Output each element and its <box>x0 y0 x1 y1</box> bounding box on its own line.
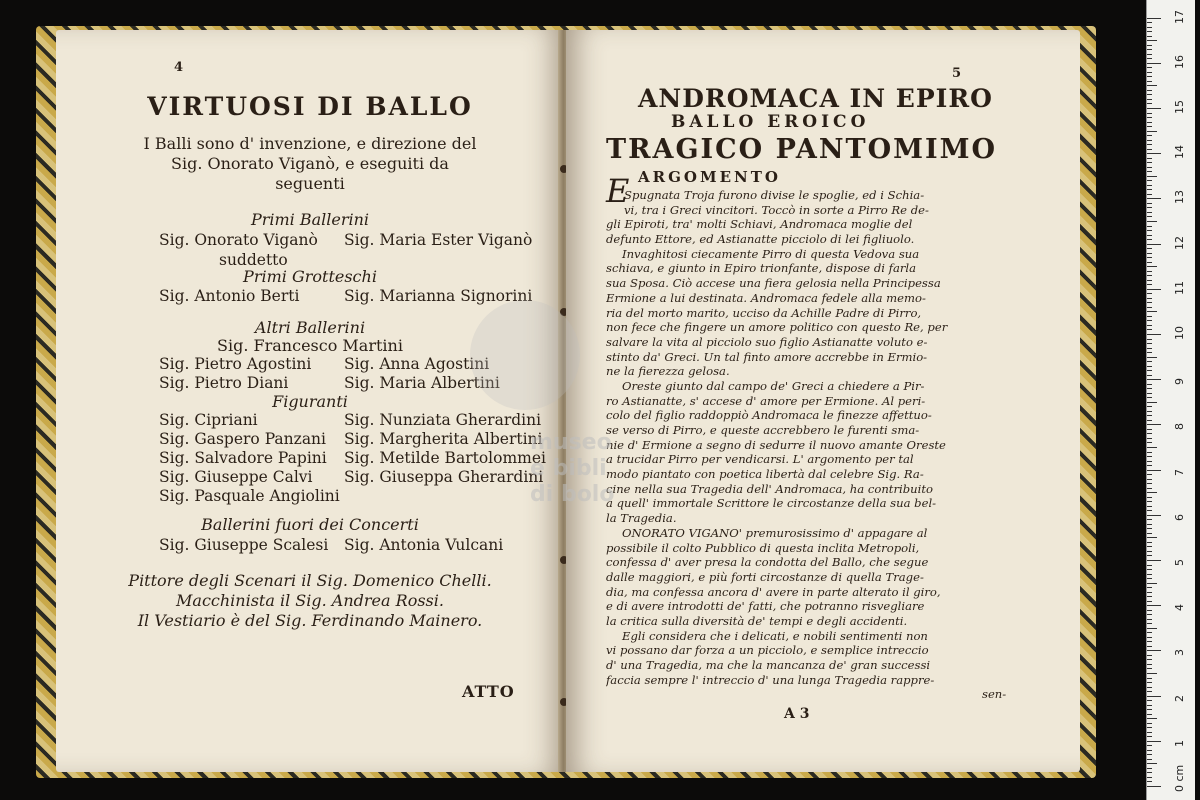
cast-name: Sig. Metilde Bartolommei <box>344 449 546 467</box>
ruler-cm-tick <box>1147 424 1161 425</box>
ruler-mm-tick <box>1147 162 1152 163</box>
text-line: schiava, e giunto in Epiro trionfante, dispose di farla <box>606 261 917 276</box>
ruler-mm-tick <box>1147 777 1152 778</box>
ruler-mm-tick <box>1147 49 1152 50</box>
ruler-mm-tick <box>1147 176 1157 177</box>
ruler-mm-tick <box>1147 551 1152 552</box>
ruler-label: 3 <box>1173 649 1186 657</box>
ruler-mm-tick <box>1147 709 1152 710</box>
text-line: a trucidar Pirro per vendicarsi. L' argomento per tal <box>606 452 914 467</box>
ruler-mm-tick <box>1147 235 1152 236</box>
ruler-mm-tick <box>1147 465 1152 466</box>
ruler-mm-tick <box>1147 22 1152 23</box>
ruler-label: 10 <box>1173 326 1186 340</box>
ruler-mm-tick <box>1147 207 1152 208</box>
ruler-mm-tick <box>1147 614 1152 615</box>
ruler-label: 9 <box>1173 378 1186 386</box>
cast-name: Sig. Pasquale Angiolini <box>159 487 340 505</box>
ballet-genre: TRAGICO PANTOMIMO <box>606 134 998 165</box>
text-line: Oreste giunto dal campo de' Greci a chiedere a Pir- <box>622 378 925 393</box>
ruler-mm-tick <box>1147 370 1152 371</box>
ruler-mm-tick <box>1147 126 1152 127</box>
text-line: Invaghitosi ciecamente Pirro di questa Vedova sua <box>622 246 920 261</box>
ruler-mm-tick <box>1147 723 1152 724</box>
ruler-mm-tick <box>1147 461 1152 462</box>
ruler-mm-tick <box>1147 212 1152 213</box>
cast-name: Sig. Marianna Signorini <box>344 287 533 305</box>
ruler-mm-tick <box>1147 81 1152 82</box>
ruler-mm-tick <box>1147 415 1152 416</box>
ruler-cm-tick <box>1147 244 1161 245</box>
ruler-mm-tick <box>1147 718 1157 719</box>
ruler-mm-tick <box>1147 506 1152 507</box>
cast-name: Sig. Pietro Agostini <box>159 355 312 373</box>
ruler-mm-tick <box>1147 158 1152 159</box>
ruler-mm-tick <box>1147 135 1152 136</box>
left-page-heading: VIRTUOSI DI BALLO <box>147 92 473 121</box>
ruler-cm-tick <box>1147 696 1161 697</box>
ruler-cm-tick <box>1147 108 1161 109</box>
ruler-cm-tick <box>1147 515 1161 516</box>
ruler-mm-tick <box>1147 275 1152 276</box>
ruler-mm-tick <box>1147 40 1157 41</box>
ruler-mm-tick <box>1147 203 1152 204</box>
ruler-mm-tick <box>1147 655 1152 656</box>
ruler-mm-tick <box>1147 339 1152 340</box>
ruler-mm-tick <box>1147 230 1152 231</box>
ruler-mm-tick <box>1147 542 1152 543</box>
ruler-mm-tick <box>1147 325 1152 326</box>
ruler-cm-tick <box>1147 605 1161 606</box>
ruler-mm-tick <box>1147 781 1152 782</box>
text-line: ro Astianatte, s' accese d' amore per Ermione. Al peri- <box>606 393 926 408</box>
ruler-mm-tick <box>1147 397 1152 398</box>
cast-name: Sig. Gaspero Panzani <box>159 430 326 448</box>
ruler-label: 17 <box>1173 9 1186 24</box>
ruler-mm-tick <box>1147 36 1152 37</box>
section-title: Ballerini fuori dei Concerti <box>201 515 419 534</box>
ruler-mm-tick <box>1147 194 1152 195</box>
ruler-mm-tick <box>1147 483 1152 484</box>
ruler-mm-tick <box>1147 311 1157 312</box>
text-line: Spugnata Troja furono divise le spoglie, ed i Schia- <box>624 188 925 202</box>
ruler-mm-tick <box>1147 555 1152 556</box>
ruler-label: 16 <box>1173 54 1186 69</box>
ruler-label: 11 <box>1173 280 1186 295</box>
cast-name: Sig. Anna Agostini <box>344 355 490 373</box>
cast-row <box>159 230 533 250</box>
ruler-mm-tick <box>1147 433 1152 434</box>
text-line: non fece che fingere un amore politico con questo Re, per <box>606 320 948 335</box>
ruler-mm-tick <box>1147 442 1152 443</box>
text-line: confessa d' aver presa la condotta del Ballo, che segue <box>606 555 929 570</box>
ruler-mm-tick <box>1147 497 1152 498</box>
drop-cap: E <box>606 172 630 210</box>
ruler-cm-tick <box>1147 379 1161 380</box>
ruler-mm-tick <box>1147 596 1152 597</box>
ruler-mm-tick <box>1147 99 1152 100</box>
ruler-mm-tick <box>1147 253 1152 254</box>
ruler-mm-tick <box>1147 248 1152 249</box>
ruler-mm-tick <box>1147 27 1152 28</box>
ruler-mm-tick <box>1147 167 1152 168</box>
ruler-mm-tick <box>1147 180 1152 181</box>
ruler-mm-tick <box>1147 266 1157 267</box>
ruler-mm-tick <box>1147 329 1152 330</box>
ruler-mm-tick <box>1147 587 1152 588</box>
ruler-mm-tick <box>1147 474 1152 475</box>
ruler-mm-tick <box>1147 763 1157 764</box>
text-line: sen- <box>982 687 1007 702</box>
ruler-mm-tick <box>1147 316 1152 317</box>
ruler-mm-tick <box>1147 601 1152 602</box>
text-line: la critica sulla diversità de' tempi e degli accidenti. <box>606 613 908 628</box>
ruler-mm-tick <box>1147 284 1152 285</box>
ruler-mm-tick <box>1147 759 1152 760</box>
ruler-mm-tick <box>1147 578 1152 579</box>
section-title: Altri Ballerini <box>254 318 366 337</box>
ruler-cm-tick <box>1147 18 1161 19</box>
ruler-mm-tick <box>1147 348 1152 349</box>
ruler-mm-tick <box>1147 492 1157 493</box>
cast-name: Sig. Antonia Vulcani <box>344 536 504 554</box>
ruler-mm-tick <box>1147 343 1152 344</box>
ruler-mm-tick <box>1147 149 1152 150</box>
ruler-mm-tick <box>1147 768 1152 769</box>
section-title: Primi Ballerini <box>250 210 370 229</box>
ruler-mm-tick <box>1147 705 1152 706</box>
ruler-cm-tick <box>1147 153 1161 154</box>
text-line: ne la fierezza gelosa. <box>606 364 730 379</box>
ruler-label: 6 <box>1173 513 1186 521</box>
credit-line: Il Vestiario è del Sig. Ferdinando Mainero. <box>137 611 483 630</box>
ruler-mm-tick <box>1147 592 1152 593</box>
ruler-mm-tick <box>1147 772 1152 773</box>
text-line: ria del morto marito, ucciso da Achille Padre di Pirro, <box>606 305 922 320</box>
ruler-cm-tick <box>1147 560 1161 561</box>
ruler-mm-tick <box>1147 226 1152 227</box>
ruler-mm-tick <box>1147 131 1157 132</box>
ruler-mm-tick <box>1147 510 1152 511</box>
cast-name: Sig. Nunziata Gherardini <box>344 411 542 429</box>
ruler-cm-tick <box>1147 289 1161 290</box>
credit-line: Pittore degli Scenari il Sig. Domenico Chelli. <box>128 571 492 590</box>
ruler-label: 15 <box>1173 100 1186 114</box>
ruler-mm-tick <box>1147 117 1152 118</box>
text-line: stinto da' Greci. Un tal finto amore accrebbe in Ermio- <box>606 349 928 364</box>
ruler-mm-tick <box>1147 456 1152 457</box>
ruler-mm-tick <box>1147 72 1152 73</box>
cast-name: Sig. Cipriani <box>159 411 258 429</box>
cast-name: Sig. Giuseppe Calvi <box>159 468 313 486</box>
ruler-label: 2 <box>1173 694 1186 702</box>
ruler-mm-tick <box>1147 384 1152 385</box>
ruler-mm-tick <box>1147 85 1157 86</box>
ruler-mm-tick <box>1147 691 1152 692</box>
ruler-label: 14 <box>1173 145 1186 160</box>
ruler-mm-tick <box>1147 94 1152 95</box>
ruler-label: 1 <box>1173 739 1186 747</box>
ruler-cm-tick <box>1147 741 1161 742</box>
cast-row <box>159 535 504 555</box>
ruler-mm-tick <box>1147 76 1152 77</box>
cast-row <box>159 410 542 430</box>
left-page-number: 4 <box>174 60 184 75</box>
argument-heading: ARGOMENTO <box>638 168 781 186</box>
watermark-text <box>530 430 614 508</box>
ruler-mm-tick <box>1147 754 1152 755</box>
ruler-mm-tick <box>1147 262 1152 263</box>
ruler-mm-tick <box>1147 113 1152 114</box>
ruler-mm-tick <box>1147 452 1152 453</box>
ruler-mm-tick <box>1147 668 1152 669</box>
text-line: defunto Ettore, ed Astianatte picciolo di lei figliuolo. <box>606 232 915 247</box>
ruler-mm-tick <box>1147 406 1152 407</box>
ruler-mm-tick <box>1147 352 1152 353</box>
ruler-mm-tick <box>1147 293 1152 294</box>
section-title: Figuranti <box>272 392 348 411</box>
ruler-mm-tick <box>1147 298 1152 299</box>
cast-name: Sig. Antonio Berti <box>159 287 300 305</box>
ruler-mm-tick <box>1147 659 1152 660</box>
left-page <box>56 30 564 772</box>
cast-row <box>159 467 544 487</box>
ruler-mm-tick <box>1147 641 1152 642</box>
ruler-mm-tick <box>1147 610 1152 611</box>
ruler-mm-tick <box>1147 302 1152 303</box>
ruler-mm-tick <box>1147 388 1152 389</box>
cast-name: Sig. Onorato Viganò <box>159 231 318 249</box>
text-line: la Tragedia. <box>606 511 677 526</box>
text-line: ONORATO VIGANO' premurosissimo d' appagare al <box>622 525 928 540</box>
ruler-mm-tick <box>1147 528 1152 529</box>
text-line: Egli considera che i delicati, e nobili sentimenti non <box>622 628 928 643</box>
ruler-mm-tick <box>1147 546 1152 547</box>
text-line: salvare la vita al picciolo suo figlio Astianatte voluto e- <box>606 334 928 349</box>
watermark-logo <box>470 300 580 410</box>
right-page-number: 5 <box>952 66 962 81</box>
ruler-mm-tick <box>1147 673 1157 674</box>
cast-row <box>159 486 340 506</box>
ruler-mm-tick <box>1147 750 1152 751</box>
cast-name: Sig. Giuseppa Gherardini <box>344 468 544 486</box>
cast-row <box>159 448 546 468</box>
ruler-mm-tick <box>1147 366 1152 367</box>
ruler-mm-tick <box>1147 122 1152 123</box>
text-line: faccia sempre l' intreccio d' una lunga Tragedia rappre- <box>606 672 935 687</box>
ruler-mm-tick <box>1147 687 1152 688</box>
ruler-mm-tick <box>1147 628 1157 629</box>
watermark-line: e bibli <box>530 456 607 481</box>
credit-line: Macchinista il Sig. Andrea Rossi. <box>176 591 444 610</box>
right-page <box>566 30 1080 772</box>
ruler-mm-tick <box>1147 221 1157 222</box>
ruler-label: 12 <box>1173 235 1186 250</box>
text-line: e di avere introdotti de' fatti, che potranno risvegliare <box>606 599 925 614</box>
ruler-mm-tick <box>1147 632 1152 633</box>
ruler-cm-tick <box>1147 786 1161 787</box>
intro-line-2: Sig. Onorato Viganò, e eseguiti da <box>171 154 449 173</box>
ruler-mm-tick <box>1147 429 1152 430</box>
ruler-mm-tick <box>1147 420 1152 421</box>
text-line: possibile il colto Pubblico di questa inclita Metropoli, <box>606 540 920 555</box>
ruler-mm-tick <box>1147 678 1152 679</box>
argument-text <box>606 188 1036 702</box>
ruler-mm-tick <box>1147 438 1152 439</box>
ruler-label: 4 <box>1173 604 1186 612</box>
ruler-cm-tick <box>1147 63 1161 64</box>
ruler-mm-tick <box>1147 357 1157 358</box>
ruler-mm-tick <box>1147 375 1152 376</box>
watermark-line: museo <box>530 430 612 455</box>
cast-name: Sig. Maria Albertini <box>344 374 500 392</box>
ruler-mm-tick <box>1147 574 1152 575</box>
ruler-mm-tick <box>1147 524 1152 525</box>
text-line: vi, tra i Greci vincitori. Toccò in sorte a Pirro Re de- <box>624 202 929 217</box>
ruler-mm-tick <box>1147 216 1152 217</box>
text-line: vi possano dar forza a un picciolo, e semplice intreccio <box>606 643 929 658</box>
cast-row <box>159 354 490 374</box>
ruler-mm-tick <box>1147 31 1152 32</box>
gathering-signature: A 3 <box>784 706 810 722</box>
ruler-cm-tick <box>1147 650 1161 651</box>
ruler-mm-tick <box>1147 185 1152 186</box>
text-line: dia, ma confessa ancora d' avere in parte alterato il giro, <box>606 584 941 599</box>
ruler-mm-tick <box>1147 447 1157 448</box>
ruler-label: 5 <box>1173 559 1186 566</box>
ruler-label: 7 <box>1173 468 1186 476</box>
ruler-mm-tick <box>1147 171 1152 172</box>
ruler-label: 13 <box>1173 190 1186 205</box>
ruler-cm-tick <box>1147 470 1161 471</box>
text-line: a quell' immortale Scrittore le circostanze della sua bel- <box>606 496 937 511</box>
ruler-mm-tick <box>1147 58 1152 59</box>
text-line: cine nella sua Tragedia dell' Andromaca, ha contribuito <box>606 481 933 496</box>
cast-name-centered: Sig. Francesco Martini <box>217 336 403 355</box>
ruler-mm-tick <box>1147 402 1157 403</box>
ruler-mm-tick <box>1147 646 1152 647</box>
ruler-label: 8 <box>1173 423 1186 431</box>
ruler-mm-tick <box>1147 736 1152 737</box>
ruler-mm-tick <box>1147 569 1152 570</box>
ruler-mm-tick <box>1147 501 1152 502</box>
ruler-mm-tick <box>1147 664 1152 665</box>
cast-name: Sig. Salvadore Papini <box>159 449 327 467</box>
ruler-mm-tick <box>1147 90 1152 91</box>
ballet-subtitle: BALLO EROICO <box>671 112 870 132</box>
ruler-cm-tick <box>1147 198 1161 199</box>
text-line: sua Sposa. Ciò accese una fiera gelosia nella Principessa <box>606 276 941 291</box>
ruler-mm-tick <box>1147 189 1152 190</box>
text-line: Ermione a lui destinata. Andromaca fedele alla memo- <box>606 290 926 305</box>
ruler-mm-tick <box>1147 565 1152 566</box>
catchword: ATTO <box>462 682 515 701</box>
ruler-mm-tick <box>1147 727 1152 728</box>
cast-name: Sig. Maria Ester Viganò <box>344 231 533 249</box>
intro-line-3: seguenti <box>275 174 345 193</box>
cast-name: Sig. Pietro Diani <box>159 374 289 392</box>
ruler-mm-tick <box>1147 393 1152 394</box>
text-line: colo del figlio raddoppiò Andromaca le finezze affettuo- <box>606 408 932 423</box>
ruler-mm-tick <box>1147 479 1152 480</box>
text-line: se verso di Pirro, e queste accrebbero le furenti sma- <box>606 423 920 437</box>
ruler-mm-tick <box>1147 583 1157 584</box>
ruler-mm-tick <box>1147 700 1152 701</box>
cast-row <box>159 373 500 393</box>
ruler-mm-tick <box>1147 271 1152 272</box>
ruler-mm-tick <box>1147 257 1152 258</box>
text-line: gli Epiroti, tra' molti Schiavi, Andromaca moglie del <box>606 217 913 232</box>
watermark-line: di bolo <box>530 482 615 507</box>
ruler-mm-tick <box>1147 637 1152 638</box>
ruler-mm-tick <box>1147 537 1157 538</box>
ruler-mm-tick <box>1147 682 1152 683</box>
section-title: Primi Grotteschi <box>243 267 377 286</box>
cast-name: suddetto <box>219 251 288 269</box>
ruler-mm-tick <box>1147 67 1152 68</box>
scale-ruler <box>1146 0 1195 800</box>
text-line: dalle maggiori, e più forti circostanze di quella Trage- <box>606 569 924 584</box>
text-line: nie d' Ermione a segno di sedurre il nuovo amante Oreste <box>606 437 946 452</box>
text-line: d' una Tragedia, ma che la mancanza de' gran successi <box>606 658 931 672</box>
ruler-mm-tick <box>1147 619 1152 620</box>
ruler-mm-tick <box>1147 488 1152 489</box>
ruler-mm-tick <box>1147 714 1152 715</box>
ruler-mm-tick <box>1147 411 1152 412</box>
ruler-mm-tick <box>1147 732 1152 733</box>
ruler-mm-tick <box>1147 239 1152 240</box>
ruler-mm-tick <box>1147 307 1152 308</box>
ruler-mm-tick <box>1147 361 1152 362</box>
ruler-mm-tick <box>1147 144 1152 145</box>
ruler-mm-tick <box>1147 623 1152 624</box>
ruler-mm-tick <box>1147 519 1152 520</box>
ruler-mm-tick <box>1147 45 1152 46</box>
ruler-mm-tick <box>1147 320 1152 321</box>
cast-name: Sig. Giuseppe Scalesi <box>159 536 329 554</box>
ballet-title: ANDROMACA IN EPIRO <box>638 84 993 113</box>
cast-name: Sig. Margherita Albertini <box>344 430 543 448</box>
ruler-mm-tick <box>1147 103 1152 104</box>
ruler-mm-tick <box>1147 54 1152 55</box>
ruler-mm-tick <box>1147 280 1152 281</box>
ruler-cm-tick <box>1147 334 1161 335</box>
ruler-label: 0 cm <box>1173 764 1186 792</box>
ruler-mm-tick <box>1147 745 1152 746</box>
text-line: modo piantato con poetica libertà dal celebre Sig. Ra- <box>606 467 924 482</box>
ruler-mm-tick <box>1147 140 1152 141</box>
cast-row <box>159 429 543 449</box>
ruler-mm-tick <box>1147 533 1152 534</box>
intro-line-1: I Balli sono d' invenzione, e direzione del <box>143 134 477 153</box>
cast-row <box>159 286 533 306</box>
